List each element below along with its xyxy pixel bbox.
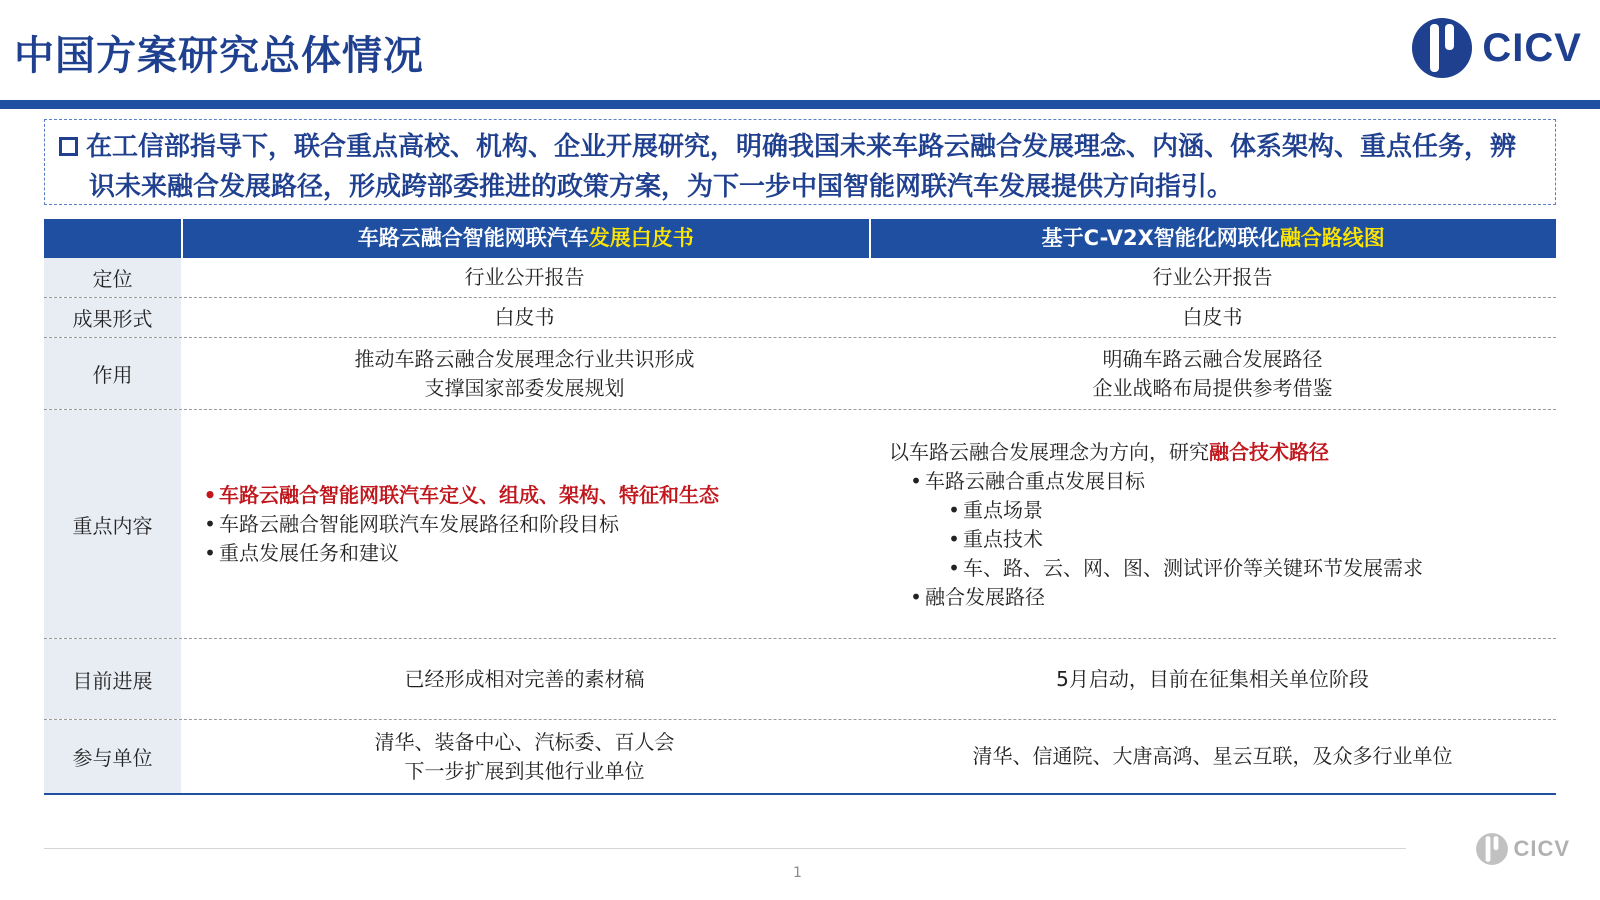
cell-line: 下一步扩展到其他行业单位 — [404, 758, 645, 783]
column-header-highlight: 发展白皮书 — [588, 226, 694, 250]
checkbox-bullet-icon — [59, 137, 78, 156]
cell-left: 已经形成相对完善的素材稿 — [404, 666, 645, 691]
row-label: 参与单位 — [44, 720, 181, 793]
column-header-whitepaper — [181, 219, 869, 258]
bullet-dot-icon: • — [910, 585, 922, 609]
row-label: 作用 — [44, 338, 181, 409]
bullet-item — [889, 583, 1045, 612]
cell-left: 白皮书 — [494, 305, 555, 329]
column-header-prefix: 基于C-V2X智能化网联化 — [1041, 226, 1280, 250]
table-row-role — [44, 338, 1556, 410]
cell-left: 行业公开报告 — [464, 265, 585, 289]
footer-logo — [1475, 832, 1570, 866]
intro-text: 以车路云融合发展理念为方向，研究 — [889, 440, 1209, 464]
column-header-prefix: 车路云融合智能网联汽车 — [357, 226, 589, 250]
page-number: 1 — [793, 865, 802, 881]
bullet-dot-icon: • — [948, 498, 960, 522]
summary-paragraph — [59, 127, 1541, 207]
bullet-item — [201, 481, 719, 510]
bullet-text: 车路云融合重点发展目标 — [925, 469, 1145, 493]
cell-line: 企业战略布局提供参考借鉴 — [1092, 375, 1333, 400]
row-label: 重点内容 — [44, 410, 181, 638]
cell-line: 推动车路云融合发展理念行业共识形成 — [354, 346, 695, 371]
table-header-row — [44, 219, 1556, 258]
sub-bullet-item — [889, 554, 1423, 583]
column-header-highlight: 融合路线图 — [1279, 226, 1385, 250]
row-label: 成果形式 — [44, 298, 181, 337]
table-row-progress — [44, 639, 1556, 720]
cicv-logo-icon — [1410, 16, 1474, 80]
bullet-dot-icon: • — [910, 469, 922, 493]
cicv-logo — [1410, 16, 1582, 80]
bullet-text: 车、路、云、网、图、测试评价等关键环节发展需求 — [963, 556, 1423, 580]
cell-right: 清华、信通院、大唐高鸿、星云互联，及众多行业单位 — [868, 720, 1556, 793]
cell-left — [181, 720, 868, 793]
bullet-item — [201, 539, 399, 568]
cell-line: 明确车路云融合发展路径 — [1102, 346, 1323, 371]
table-row-format — [44, 298, 1556, 338]
bullet-item — [201, 510, 619, 539]
summary-text: 在工信部指导下，联合重点高校、机构、企业开展研究，明确我国未来车路云融合发展理念、内涵、体系架构、重点任务，辨识未来融合发展路径，形成跨部委推进的政策方案，为下一步中国智能网联汽车发展提供方向指引。 — [86, 132, 1517, 202]
cell-line: 清华、装备中心、汽标委、百人会 — [374, 729, 675, 754]
cell-right: 行业公开报告 — [868, 258, 1556, 297]
cell-right — [868, 338, 1556, 409]
bullet-item — [889, 467, 1145, 496]
bullet-text: 重点发展任务和建议 — [219, 540, 399, 565]
cell-right — [868, 410, 1556, 638]
page-title: 中国方案研究总体情况 — [14, 33, 424, 79]
cell-left — [181, 338, 868, 409]
bullet-dot-icon: • — [204, 540, 216, 565]
footer-divider — [44, 848, 1406, 849]
bullet-dot-icon: • — [948, 527, 960, 551]
cell-right: 白皮书 — [868, 298, 1556, 337]
bullet-text: 融合发展路径 — [925, 585, 1045, 609]
cell-left — [181, 410, 868, 638]
summary-box — [44, 119, 1556, 205]
comparison-table — [44, 219, 1556, 795]
row-label: 目前进展 — [44, 639, 181, 719]
intro-highlight: 融合技术路径 — [1209, 440, 1329, 464]
bullet-dot-icon: • — [948, 556, 960, 580]
title-divider — [0, 100, 1600, 109]
header-corner — [44, 219, 181, 258]
bullet-dot-icon: • — [203, 482, 217, 507]
sub-bullet-item — [889, 525, 1043, 554]
bullet-text: 车路云融合智能网联汽车定义、组成、架构、特征和生态 — [219, 482, 719, 507]
column-header-roadmap — [869, 219, 1557, 258]
cicv-logo-icon — [1475, 832, 1509, 866]
bullet-text: 重点技术 — [963, 527, 1043, 551]
bullet-dot-icon: • — [204, 511, 216, 536]
bullet-text: 重点场景 — [963, 498, 1043, 522]
row-label: 定位 — [44, 258, 181, 297]
logo-text: CICV — [1513, 836, 1570, 861]
cell-right: 5月启动，目前在征集相关单位阶段 — [868, 639, 1556, 719]
table-row-key-content — [44, 410, 1556, 639]
table-row-positioning — [44, 258, 1556, 298]
table-row-participants — [44, 720, 1556, 793]
logo-text: CICV — [1482, 25, 1582, 70]
cell-line: 支撑国家部委发展规划 — [424, 375, 625, 400]
bullet-text: 车路云融合智能网联汽车发展路径和阶段目标 — [219, 511, 619, 536]
intro-line — [889, 438, 1329, 467]
sub-bullet-item — [889, 496, 1043, 525]
